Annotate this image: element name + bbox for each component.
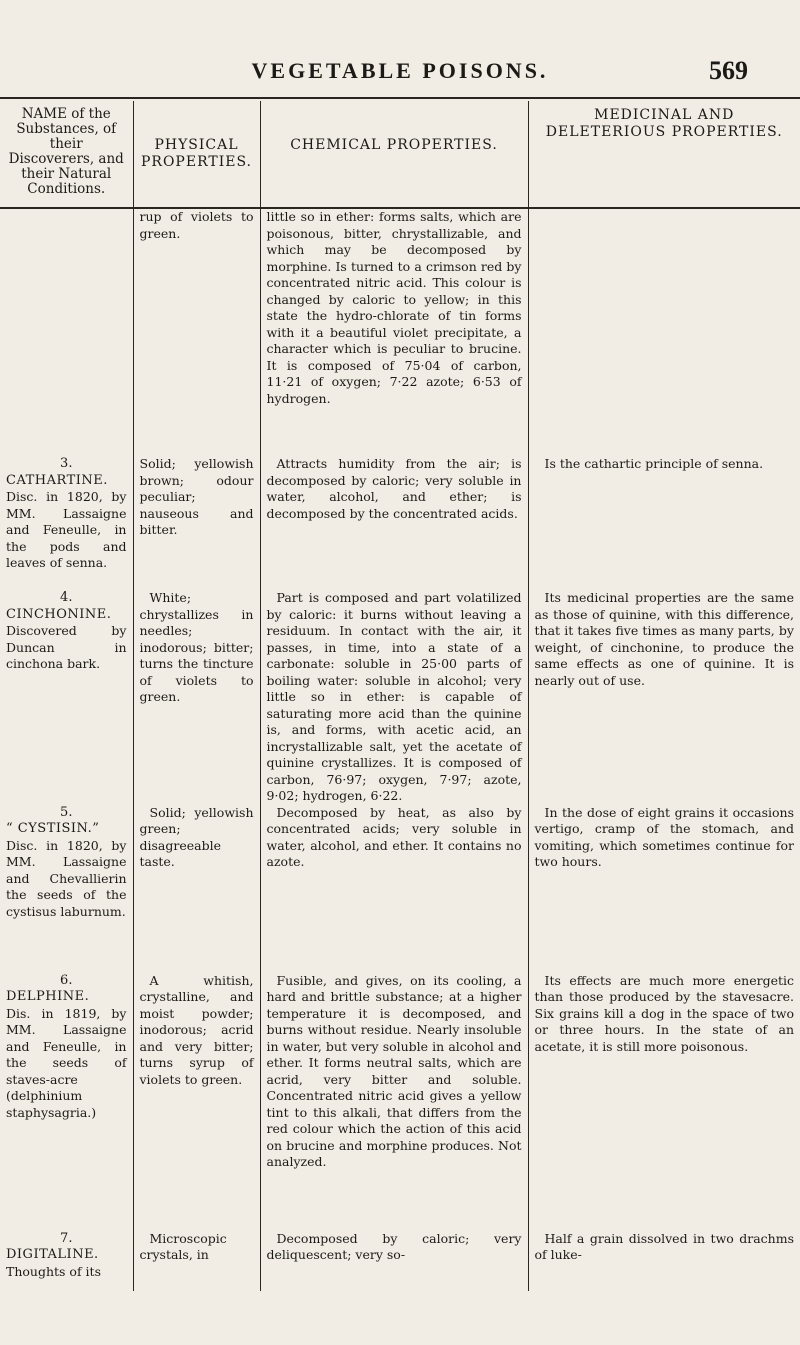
table-row: [0, 456, 800, 590]
name-cell: 6. DELPHINE. Dis. in 1819, by MM. Lassaigne and Feneulle, in the seeds of staves-acre (delphinium staphysagria.): [6, 972, 127, 1120]
physical-cell: rup of violets to green.: [133, 208, 260, 456]
table-row: [0, 805, 800, 973]
medicinal-cell: Half a grain dissolved in two drachms of luke-: [528, 1231, 800, 1291]
name-cell: 3. CATHARTINE. Disc. in 1820, by MM. Lassaigne and Feneulle, in the pods and leaves of senna.: [6, 456, 127, 570]
table-row: [0, 973, 800, 1231]
medicinal-cell: Is the cathartic principle of senna.: [528, 456, 800, 590]
physical-cell: White; chrystallizes in needles; inodorous; bitter; turns the tincture of violets to green.: [133, 590, 260, 805]
column-header-chemical: CHEMICAL PROPERTIES.: [260, 101, 528, 208]
table-row: [0, 590, 800, 805]
name-cell: 5. “ CYSTISIN.” Disc. in 1820, by MM. Lassaigne and Chevallierin the seeds of the cystisus laburnum.: [6, 804, 127, 919]
table-row: [0, 1231, 800, 1291]
chemical-cell: Decomposed by heat, as also by concentrated acids; very soluble in water, alcohol, and ether. It contains no azote.: [260, 805, 528, 973]
column-header-name: NAME of the Substances, of their Discoverers, and their Natural Conditions.: [0, 101, 133, 208]
column-header-medicinal: MEDICINAL AND DELETERIOUS PROPERTIES.: [528, 101, 800, 208]
chemical-cell: Decomposed by caloric; very deliquescent; very so-: [260, 1231, 528, 1291]
column-header-physical: PHYSICAL PROPERTIES.: [133, 101, 260, 208]
chemical-cell: Attracts humidity from the air; is decomposed by caloric; very soluble in water, alcohol, and ether; is decomposed by the concentrated acids.: [260, 456, 528, 590]
page-number: 569: [709, 56, 748, 85]
table-row: [0, 208, 800, 456]
physical-cell: Microscopic crystals, in: [133, 1231, 260, 1291]
medicinal-cell: In the dose of eight grains it occasions vertigo, cramp of the stomach, and vomiting, which sometimes continue for two hours.: [528, 805, 800, 973]
running-head: VEGETABLE POISONS.: [251, 58, 549, 83]
medicinal-cell: Its medicinal properties are the same as those of quinine, with this difference, that it takes five times as many parts, by weight, of cinchonine, to produce the same effects as one of quinine. It is nearly out of use.: [528, 590, 800, 805]
chemical-cell: little so in ether: forms salts, which are poisonous, bitter, chrystallizable, and which may be decomposed by morphine. Is turned to a crimson red by concentrated nitric acid. This colour is changed by caloric to yellow; in this state the hydro-chlorate of tin forms with it a beautiful violet precipitate, a character which is peculiar to brucine. It is composed of 75·04 of carbon, 11·21 of oxygen; 7·22 azote; 6·53 of hydrogen.: [260, 208, 528, 456]
physical-cell: Solid; yellowish brown; odour peculiar; nauseous and bitter.: [133, 456, 260, 590]
medicinal-cell: [528, 208, 800, 456]
top-rule: [0, 97, 800, 99]
chemical-cell: Part is composed and part volatilized by caloric: it burns without leaving a residuum. In contact with the air, it passes, in time, into a state of a carbonate: soluble in 25·00 parts of boiling water: soluble in alcohol; very little so in ether: is capable of saturating more acid than the quinine is, and forms, with acetic acid, an incrystallizable salt, yet the acetate of quinine crystallizes. It is composed of carbon, 76·97; oxygen, 7·97; azote, 9·02; hydrogen, 6·22.: [260, 590, 528, 805]
medicinal-cell: Its effects are much more energetic than those produced by the stavesacre. Six grains kill a dog in the space of two or three hours. In the state of an acetate, it is still more poisonous.: [528, 973, 800, 1231]
poisons-table: [0, 101, 800, 1291]
chemical-cell: Fusible, and gives, on its cooling, a hard and brittle substance; at a higher temperature it is decomposed, and burns without residue. Nearly insoluble in water, but very soluble in alcohol and ether. It forms neutral salts, which are acrid, very bitter and soluble. Concentrated nitric acid gives a yellow tint to this alkali, that differs from the red colour which the action of this acid on brucine and morphine produces. Not analyzed.: [260, 973, 528, 1231]
name-cell: 4. CINCHONINE. Discovered by Duncan in cinchona bark.: [6, 590, 127, 671]
physical-cell: A whitish, crystalline, and moist powder; inodorous; acrid and very bitter; turns syrup of violets to green.: [133, 973, 260, 1231]
table-header-row: [0, 101, 800, 208]
physical-cell: Solid; yellowish green; disagreeable taste.: [133, 805, 260, 973]
name-cell: 7. DIGITALINE. Thoughts of its: [6, 1230, 101, 1279]
name-cell: [0, 208, 133, 456]
